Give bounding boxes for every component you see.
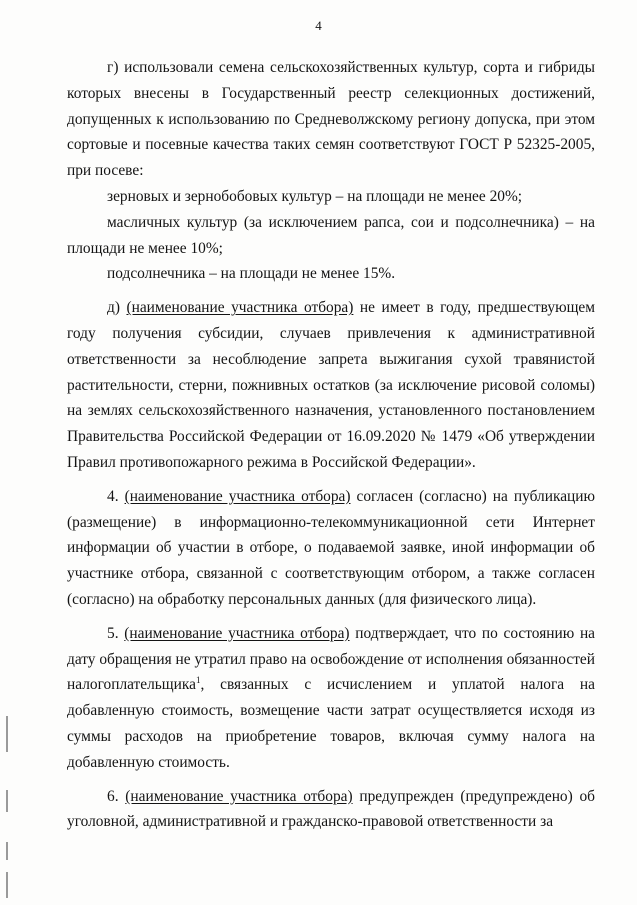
participant-name-placeholder: (наименование участника отбора) — [124, 487, 351, 505]
page-number: 4 — [315, 18, 322, 33]
paragraph-6-prefix: 6. — [107, 787, 126, 805]
list-item-sunflower: подсолнечника – на площади не менее 15%. — [107, 265, 396, 283]
paragraph-6 — [67, 784, 595, 836]
scan-artifact — [6, 790, 8, 812]
paragraph-6-text: предупрежден (предупреждено) об уголовной, административной и гражданско-правовой ответственности за — [67, 787, 596, 831]
paragraph-4-text: согласен (согласно) на публикацию (размещение) в информационно-телекоммуникационной сети Интернет информации об участии в отборе, о подаваемой заявке, иной информации об участнике отбора, связанной с соответствующим отбором, а также согласен (согласно) на обработку персональных данных (для физического лица). — [67, 487, 596, 608]
paragraph-d-text: не имеет в году, предшествующем году получения субсидии, случаев привлечения к административной ответственности за несоблюдение запрета выжигания сухой травянистой растительности, стерни, пожнивных остатков (за исключение рисовой соломы) на землях сельскохозяйственного назначения, установленного постановлением Правительства Российской Федерации от 16.09.2020 № 1479 «Об утверждении Правил противопожарного режима в Российской Федерации». — [67, 299, 595, 471]
document-body — [67, 55, 595, 835]
paragraph-5-prefix: 5. — [107, 624, 125, 642]
list-item-grain: зерновых и зернобобовых культур – на площади не менее 20%; — [107, 187, 523, 205]
paragraph-d-prefix: д) — [107, 299, 127, 317]
paragraph-4-prefix: 4. — [107, 487, 125, 505]
paragraph-4 — [67, 484, 595, 613]
paragraph-5-text-b: , связанных с исчислением и уплатой налога на добавленную стоимость, возмещение части затрат осуществляется исходя из суммы расходов на приобретение товаров, включая сумму налога на добавленную стоимость. — [67, 676, 595, 771]
paragraph-d — [67, 295, 595, 476]
participant-name-placeholder: (наименование участника отбора) — [124, 624, 350, 642]
scan-artifact — [6, 842, 8, 860]
footnote-mark: 1 — [195, 675, 201, 686]
scan-artifact — [6, 872, 8, 898]
list-item-oilseed: масличных культур (за исключением рапса, сои и подсолнечника) – на площади не менее 10%; — [67, 213, 595, 257]
scan-artifact — [6, 716, 8, 752]
paragraph-5 — [67, 621, 595, 776]
paragraph-5-text-a: подтверждает, что по состоянию на дату обращения не утратил право на освобождение от исполнения обязанностей налогоплательщика — [67, 624, 596, 694]
participant-name-placeholder: (наименование участника отбора) — [126, 299, 354, 317]
participant-name-placeholder: (наименование участника отбора) — [125, 787, 353, 805]
paragraph-g: г) использовали семена сельскохозяйственных культур, сорта и гибриды которых внесены в Государственный реестр селекционных достижений, допущенных к использованию по Средневолжскому региону допуска, при этом сортовые и посевные качества таких семян соответствуют ГОСТ Р 52325-2005, при посеве: — [67, 59, 595, 180]
